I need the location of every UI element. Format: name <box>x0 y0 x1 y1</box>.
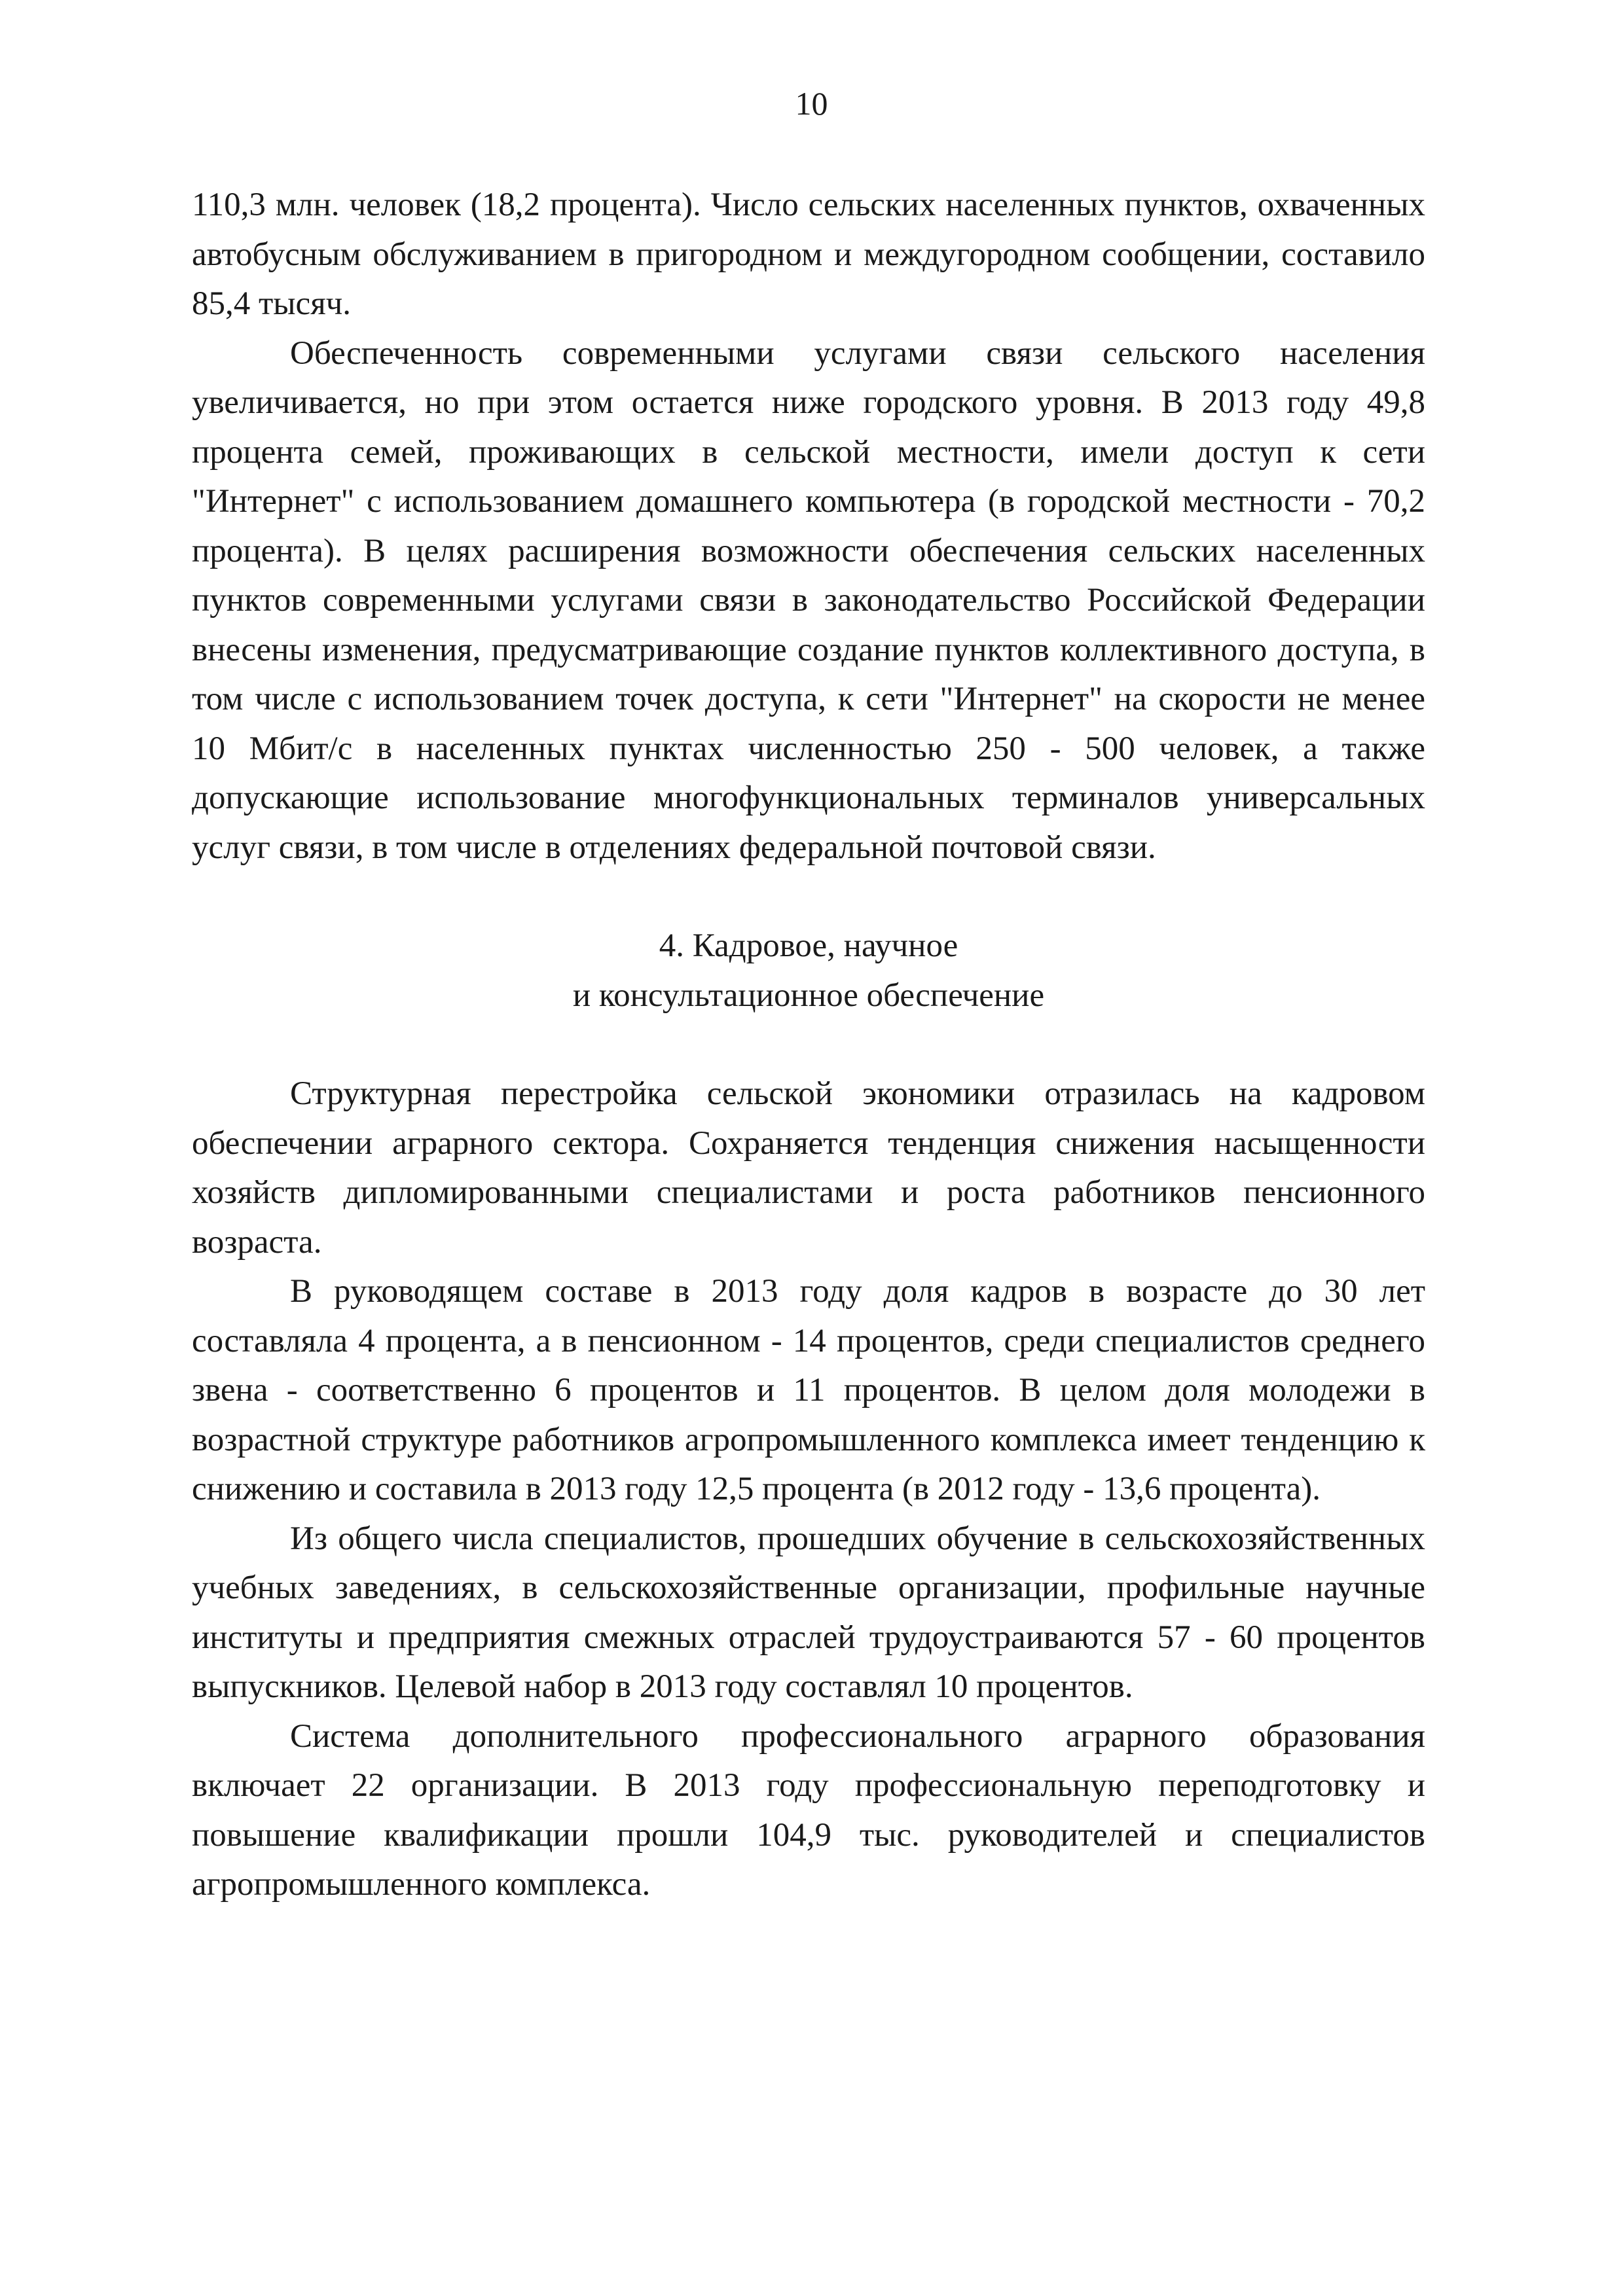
page-number: 10 <box>795 85 828 122</box>
section-heading-line-1: 4. Кадровое, научное <box>659 927 958 964</box>
paragraph-communications: Обеспеченность современными услугами связи сельского населения увеличивается, но при этом остается ниже городского уровня. В 2013 году 49,8 процента семей, проживающих в сельской местности, имели доступ к сети "Интернет" с использованием домашнего компьютера (в городской местности - 70,2 процента). В целях расширения возможности обеспечения сельских населенных пунктов современными услугами связи в законодательство Российской Федерации внесены изменения, предусматривающие создание пунктов коллективного доступа, в том числе с использованием точек доступа, к сети "Интернет" на скорости не менее 10 Мбит/с в населенных пунктах численностью 250 - 500 человек, а также допускающие использование многофункциональных терминалов универсальных услуг связи, в том числе в отделениях федеральной почтовой связи. <box>192 334 1425 866</box>
paragraph-transport-continuation: 110,3 млн. человек (18,2 процента). Число сельских населенных пунктов, охваченных автобусным обслуживанием в пригородном и междугородном сообщении, составило 85,4 тысяч. <box>192 187 1425 322</box>
paragraph-additional-education: Система дополнительного профессионального аграрного образования включает 22 организации. В 2013 году профессиональную переподготовку и повышение квалификации прошли 104,9 тыс. руководителей и специалистов агропромышленного комплекса. <box>192 1717 1425 1903</box>
document-body <box>192 181 1425 1910</box>
section-heading-line-2: и консультационное обеспечение <box>572 977 1045 1014</box>
section-heading <box>192 922 1425 1020</box>
paragraph-staffing-restructuring: Структурная перестройка сельской экономики отразилась на кадровом обеспечении аграрного сектора. Сохраняется тенденция снижения насыщенности хозяйств дипломированными специалистами и роста работников пенсионного возраста. <box>192 1075 1425 1261</box>
paragraph-staff-age-structure: В руководящем составе в 2013 году доля кадров в возрасте до 30 лет составляла 4 процента, а в пенсионном - 14 процентов, среди специалистов среднего звена - соответственно 6 процентов и 11 процентов. В целом доля молодежи в возрастной структуре работников агропромышленного комплекса имеет тенденцию к снижению и составила в 2013 году 12,5 процента (в 2012 году - 13,6 процента). <box>192 1273 1425 1507</box>
paragraph-graduate-employment: Из общего числа специалистов, прошедших обучение в сельскохозяйственных учебных заведениях, в сельскохозяйственные организации, профильные научные институты и предприятия смежных отраслей трудоустраиваются 57 - 60 процентов выпускников. Целевой набор в 2013 году составлял 10 процентов. <box>192 1520 1425 1705</box>
